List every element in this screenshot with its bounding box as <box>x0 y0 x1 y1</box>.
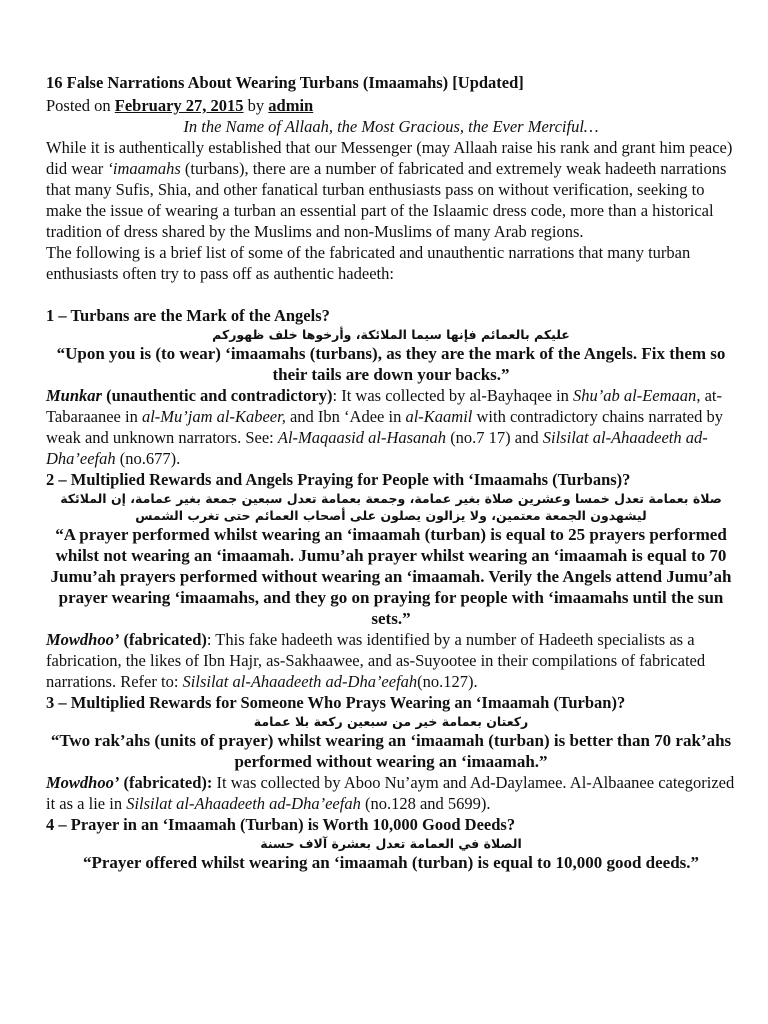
section-1-grade: Munkar <box>46 386 102 405</box>
section-3-text: It was collected by Aboo Nu’aym and Ad-Daylamee. Al-Albaanee categorized it as a lie in <box>46 773 735 813</box>
spacer <box>46 284 736 305</box>
section-2-quote: “A prayer performed whilst wearing an ‘imaamah (turban) is equal to 25 prayers performed whilst not wearing an ‘imaamah. Jumu’ah prayer whilst wearing an ‘imaamah is equal to 70 Jumu’ah prayers performed without wearing an ‘imaamah. Verily the Angels attend Jumu’ah prayer wearing ‘imaamahs, and they go on praying for people with ‘imaamahs until the sun sets.” <box>50 525 732 628</box>
section-3-arabic: ركعتان بعمامة خير من سبعين ركعة بلا عمامة <box>253 714 529 729</box>
section-1-text: and Ibn ‘Adee in <box>285 407 406 426</box>
section-1-text: , at-Tabaraanee in <box>46 386 722 426</box>
intro-text-1: While it is authentically established that our Messenger (may Allaah raise his rank and grant him peace) did wear <box>46 138 733 178</box>
article-title: 16 False Narrations About Wearing Turbans (Imaamahs) [Updated] <box>46 73 524 92</box>
post-meta <box>46 95 736 116</box>
section-3-text: (no.128 and 5699). <box>360 794 491 813</box>
section-1-text: : It was collected by al-Bayhaqee in <box>332 386 574 405</box>
section-1-text: with contradictory chains narrated by weak and unknown narrators. See: <box>46 407 723 447</box>
section-2-grade: Mowdhoo’ <box>46 630 120 649</box>
section-2-arabic-line-2: ليشهدون الجمعة معتمين، ولا يزالون يصلون على أصحاب العمائم حتى تغرب الشمس <box>135 508 647 523</box>
section-2-text: : This fake hadeeth was identified by a number of Hadeeth specialists as a fabrication, the likes of Ibn Hajr, as-Sakhaawee, and as-Suyootee in their compilations of fabricated narrations. Refer to: <box>46 630 706 691</box>
intro-text-2: (turbans), there are a number of fabricated and extremely weak hadeeth narrations that many Sufis, Shia, and other fanatical turban enthusiasts pass on without verification, seeking to make the issue of wearing a turban an essential part of the Islaamic dress code, more than a historical tradition of dress shared by the Muslims and non-Muslims of many Arab regions. <box>46 159 727 241</box>
article-body <box>46 137 736 873</box>
section-2-grading <box>46 629 736 692</box>
intro-term: ‘imaamahs <box>107 159 181 178</box>
author-link[interactable]: admin <box>268 96 314 115</box>
section-2-text: (no.127). <box>417 672 478 691</box>
section-4-quote: “Prayer offered whilst wearing an ‘imaamah (turban) is equal to 10,000 good deeds.” <box>82 853 700 872</box>
section-1-text: (no.7 17) and <box>446 428 543 447</box>
posted-by-label: by <box>243 96 269 115</box>
section-1-source: Shu’ab al-Eemaan <box>573 386 697 405</box>
section-3-grade-note: (fabricated): <box>119 773 213 792</box>
section-1-grade-note: (unauthentic and contradictory) <box>101 386 333 405</box>
post-date-link[interactable]: February 27, 2015 <box>114 96 244 115</box>
section-3-heading: 3 – Multiplied Rewards for Someone Who Prays Wearing an ‘Imaamah (Turban)? <box>46 693 626 712</box>
section-1-source: al-Mu’jam al-Kabeer, <box>141 407 286 426</box>
section-1-text: (no.677). <box>115 449 181 468</box>
intro-paragraph <box>46 137 736 242</box>
section-4-arabic: الصلاة في العمامة تعدل بعشرة آلاف حسنة <box>260 836 522 851</box>
section-2-arabic-line-1: صلاة بعمامة تعدل خمسا وعشرين صلاة بغير عمامة، وجمعة بعمامة تعدل سبعين جمعة بغير عمامة، إن الملائكة <box>60 491 722 506</box>
list-intro-paragraph: The following is a brief list of some of the fabricated and unauthentic narrations that many turban enthusiasts often try to pass off as authentic hadeeth: <box>46 243 691 283</box>
section-4-heading: 4 – Prayer in an ‘Imaamah (Turban) is Worth 10,000 Good Deeds? <box>46 815 516 834</box>
basmala: In the Name of Allaah, the Most Gracious, the Ever Merciful… <box>183 117 599 136</box>
section-1-quote: “Upon you is (to wear) ‘imaamahs (turbans), as they are the mark of the Angels. Fix them so their tails are down your backs.” <box>56 344 726 384</box>
section-3-quote: “Two rak’ahs (units of prayer) whilst wearing an ‘imaamah (turban) is better than 70 rak’ahs performed without wearing an ‘imaamah.” <box>50 731 732 771</box>
section-1-heading: 1 – Turbans are the Mark of the Angels? <box>46 306 330 325</box>
section-2-grade-note: (fabricated) <box>119 630 207 649</box>
section-1-source: Silsilat al-Ahaadeeth ad-Dha’eefah <box>46 428 708 468</box>
section-3-grade: Mowdhoo’ <box>46 773 120 792</box>
section-1-grading <box>46 385 736 469</box>
section-1-source: Al-Maqaasid al-Hasanah <box>277 428 447 447</box>
section-1-source: al-Kaamil <box>405 407 473 426</box>
section-1-arabic: عليكم بالعمائم فإنها سيما الملائكة، وأرخوها خلف ظهوركم <box>212 327 570 342</box>
section-2-heading: 2 – Multiplied Rewards and Angels Praying for People with ‘Imaamahs (Turbans)? <box>46 470 631 489</box>
posted-on-label: Posted on <box>46 96 115 115</box>
section-2-source: Silsilat al-Ahaadeeth ad-Dha’eefah <box>182 672 418 691</box>
section-3-source: Silsilat al-Ahaadeeth ad-Dha’eefah <box>126 794 361 813</box>
section-3-grading <box>46 772 736 814</box>
